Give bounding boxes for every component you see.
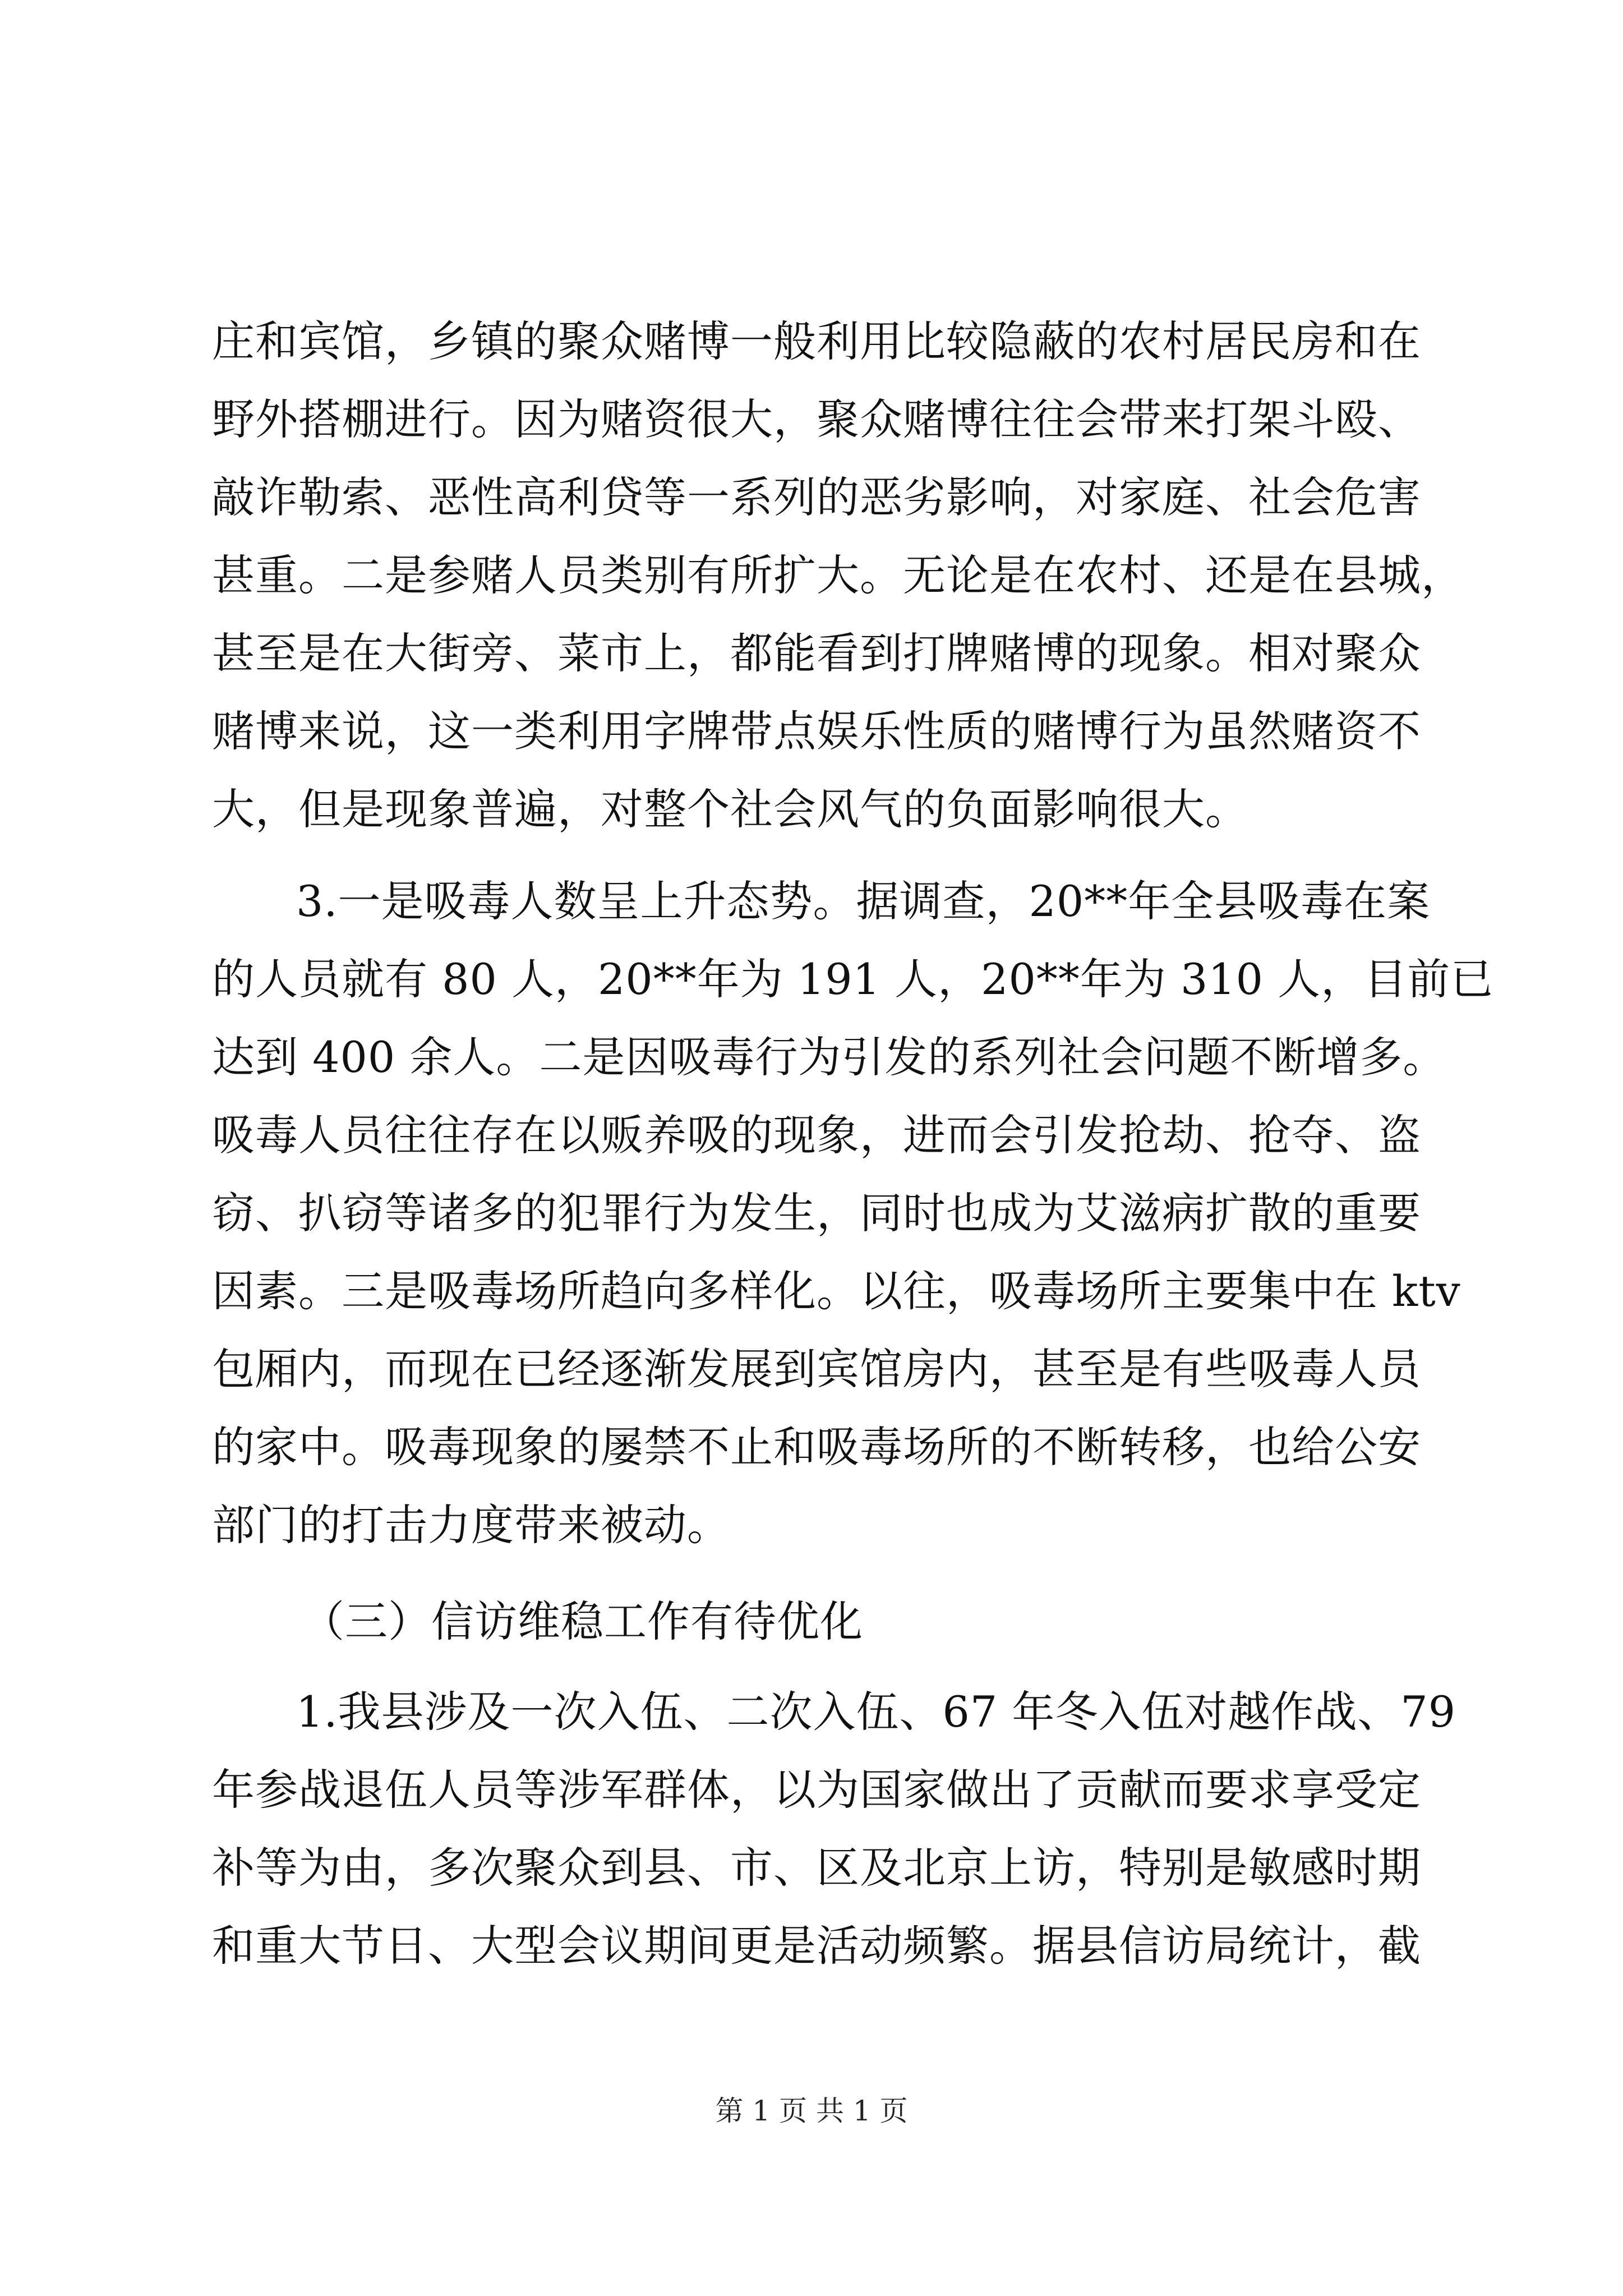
text-line: 年参战退伍人员等涉军群体，以为国家做出了贡献而要求享受定 [212,1765,1421,1815]
text-line: 和重大节日、大型会议期间更是活动频繁。据县信访局统计，截 [212,1921,1421,1971]
text-line: 大，但是现象普遍，对整个社会风气的负面影响很大。 [212,784,1248,834]
text-line: 敲诈勒索、恶性高利贷等一系列的恶劣影响，对家庭、社会危害 [212,472,1421,522]
text-line: 甚至是在大街旁、菜市上，都能看到打牌赌博的现象。相对聚众 [212,628,1421,678]
text-line: 部门的打击力度带来被动。 [212,1500,730,1550]
text-line: 赌博来说，这一类利用字牌带点娱乐性质的赌博行为虽然赌资不 [212,706,1421,756]
page-footer: 第 1 页 共 1 页 [715,2095,908,2127]
text-line: 的人员就有 80 人，20**年为 191 人，20**年为 310 人，目前已 [212,954,1494,1004]
text-line: 1.我县涉及一次入伍、二次入伍、67 年冬入伍对越作战、79 [296,1687,1456,1737]
section-heading: （三）信访维稳工作有待优化 [302,1596,863,1646]
text-line: 庄和宾馆，乡镇的聚众赌博一般利用比较隐蔽的农村居民房和在 [212,316,1421,366]
text-line: 的家中。吸毒现象的屡禁不止和吸毒场所的不断转移，也给公安 [212,1422,1421,1472]
text-line: 因素。三是吸毒场所趋向多样化。以往，吸毒场所主要集中在 ktv [212,1266,1461,1316]
text-line: 吸毒人员往往存在以贩养吸的现象，进而会引发抢劫、抢夺、盗 [212,1110,1421,1160]
text-line: 窃、扒窃等诸多的犯罪行为发生，同时也成为艾滋病扩散的重要 [212,1188,1421,1238]
text-line: 包厢内，而现在已经逐渐发展到宾馆房内，甚至是有些吸毒人员 [212,1344,1421,1394]
text-line: 野外搭棚进行。因为赌资很大，聚众赌博往往会带来打架斗殴、 [212,394,1421,444]
text-line: 3.一是吸毒人数呈上升态势。据调查，20**年全县吸毒在案 [296,876,1431,926]
text-line: 甚重。二是参赌人员类别有所扩大。无论是在农村、还是在县城， [212,550,1464,600]
text-line: 补等为由，多次聚众到县、市、区及北京上访，特别是敏感时期 [212,1843,1421,1893]
text-line: 达到 400 余人。二是因吸毒行为引发的系列社会问题不断增多。 [212,1032,1446,1082]
